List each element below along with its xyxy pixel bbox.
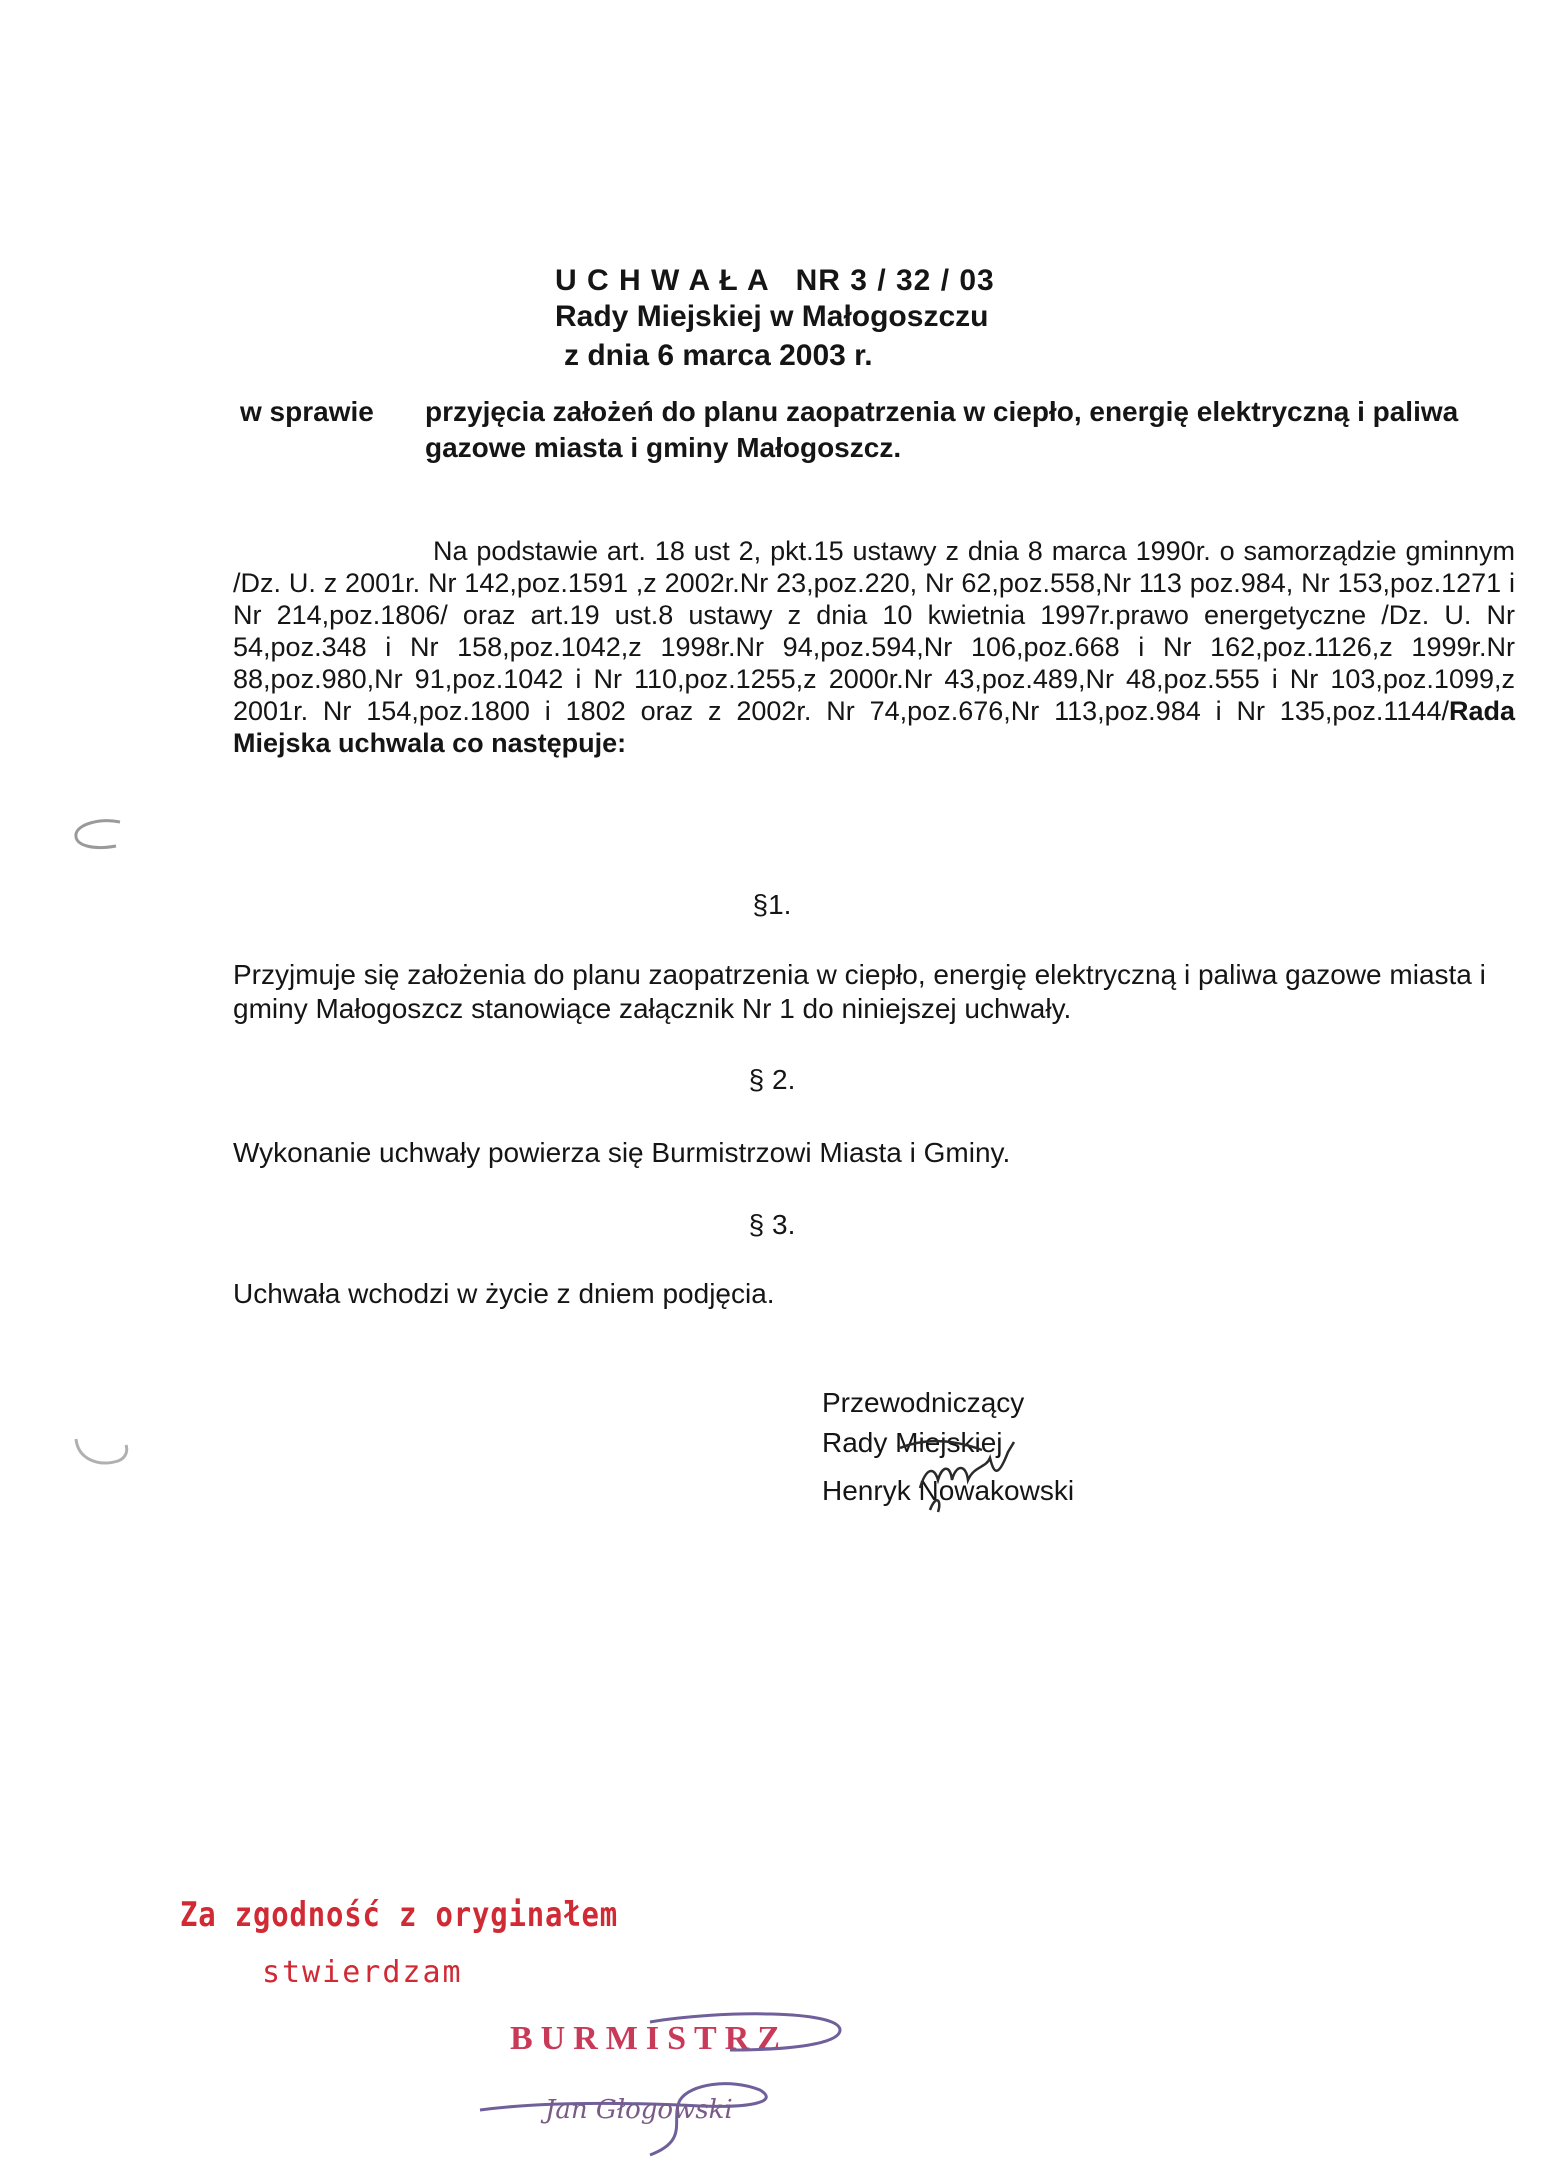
certification-stamp-line1: Za zgodność z oryginałem: [180, 1895, 618, 1935]
resolution-date: z dnia 6 marca 2003 r.: [564, 339, 873, 372]
signature-name: Henryk Nowakowski: [822, 1475, 1075, 1506]
resolution-title: [555, 263, 995, 299]
legal-basis-closing: Rada Miejska uchwala co następuje:: [233, 696, 1515, 758]
certification-stamp-line2: stwierdzam: [262, 1955, 463, 1990]
resolution-title-word: U C H W A Ł A: [555, 264, 770, 297]
section-text-1: Przyjmuje się założenia do planu zaopatrzenia w ciepło, energię elektryczną i paliwa gazowe miasta i gminy Małogoszcz stanowiące załącznik Nr 1 do niniejszej uchwały.: [233, 959, 1486, 1024]
mayor-signature: [460, 2010, 860, 2160]
section-heading-2: § 2.: [748, 1064, 796, 1095]
handwritten-signature: [890, 1428, 1040, 1518]
resolution-number: NR 3 / 32 / 03: [795, 264, 995, 297]
section-text-3: Uchwała wchodzi w życie z dniem podjęcia.: [233, 1278, 775, 1309]
signature-role-line1: Przewodniczący: [822, 1387, 1025, 1418]
punch-hole-mark: [60, 810, 130, 860]
subject-text: przyjęcia założeń do planu zaopatrzenia w ciepło, energię elektryczną i paliwa gazowe miasta i gminy Małogoszcz.: [425, 396, 1459, 463]
subject-label: w sprawie: [240, 396, 374, 427]
punch-hole-mark: [68, 1425, 138, 1475]
section-text-2: Wykonanie uchwały powierza się Burmistrzowi Miasta i Gminy.: [233, 1137, 1011, 1168]
mayor-stamp-name: Jan Głogowski: [545, 2095, 733, 2125]
legal-basis-paragraph: [233, 535, 1515, 759]
legal-basis-text: Na podstawie art. 18 ust 2, pkt.15 ustawy z dnia 8 marca 1990r. o samorządzie gminnym /Dz. U. z 2001r. Nr 142,poz.1591 ,z 2002r.Nr 23,poz.220, Nr 62,poz.558,Nr 113 poz.984, Nr 153,poz.1271 i Nr 214,poz.1806/ oraz art.19 ust.8 ustawy z dnia 10 kwietnia 1997r.prawo energetyczne /Dz. U. Nr 54,poz.348 i Nr 158,poz.1042,z 1998r.Nr 94,poz.594,Nr 106,poz.668 i Nr 162,poz.1126,z 1999r.Nr 88,poz.980,Nr 91,poz.1042 i Nr 110,poz.1255,z 2000r.Nr 43,poz.489,Nr 48,poz.555 i Nr 103,poz.1099,z 2001r. Nr 154,poz.1800 i 1802 oraz z 2002r. Nr 74,poz.676,Nr 113,poz.984 i Nr 135,poz.1144/: [233, 536, 1515, 726]
section-heading-3: § 3.: [748, 1209, 796, 1240]
mayor-stamp-title: BURMISTRZ: [510, 2020, 788, 2057]
signature-role-line2: Rady Miejskiej: [822, 1427, 1003, 1458]
section-heading-1: §1.: [752, 889, 792, 920]
resolution-council: Rady Miejskiej w Małogoszczu: [555, 300, 989, 333]
